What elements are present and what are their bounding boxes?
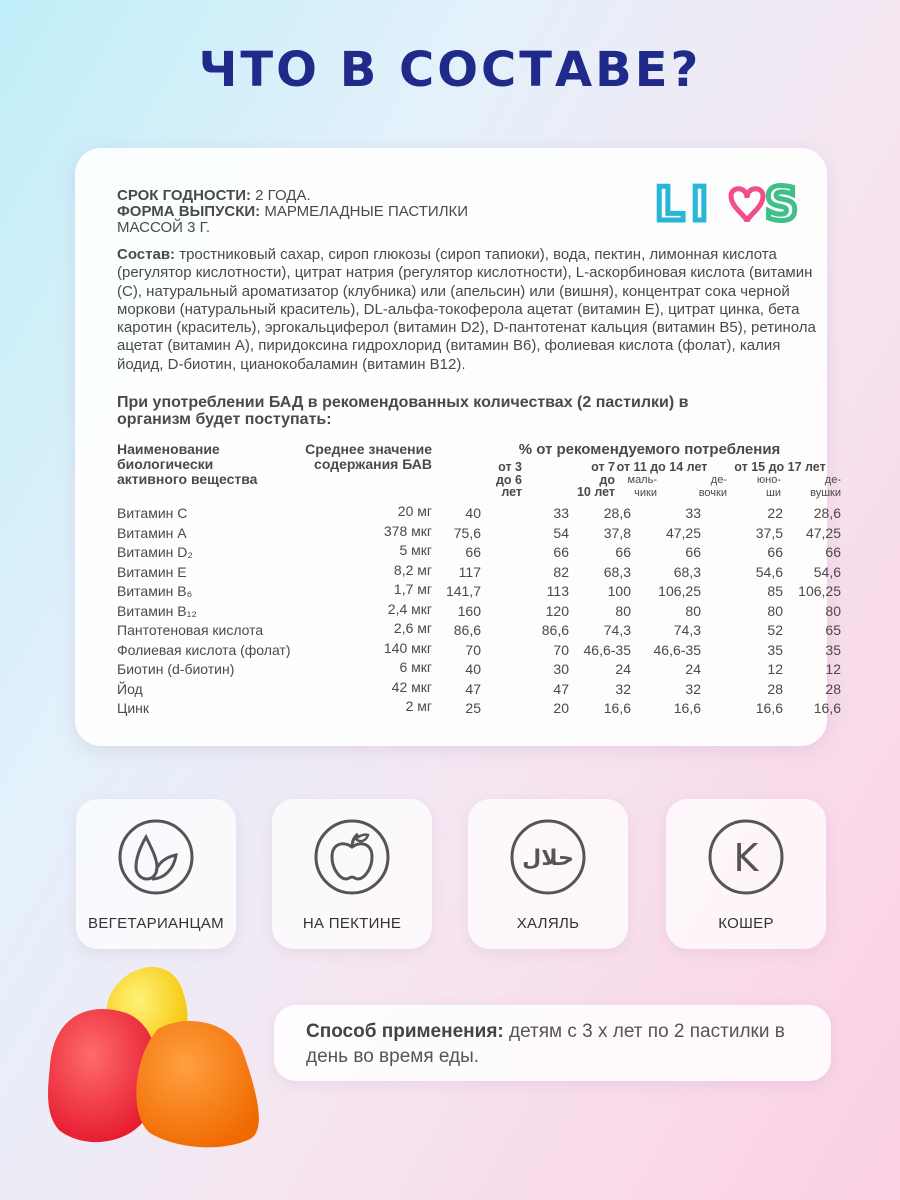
feature-vegetarian xyxy=(76,799,236,949)
percent-value: 86,6 xyxy=(453,622,481,638)
product-info xyxy=(117,188,807,236)
percent-value: 80 xyxy=(685,602,701,619)
table-row xyxy=(117,561,841,582)
percent-value: 37,8 xyxy=(603,524,631,541)
percent-value: 32 xyxy=(615,680,631,697)
percent-value: 28,6 xyxy=(813,505,841,521)
header-name: Наименование биологически активного вещества xyxy=(117,441,258,487)
nutrient-amount: 8,2 мг xyxy=(393,561,432,578)
kosher-glyph: K xyxy=(733,836,759,880)
page-title: ЧТО В СОСТАВЕ? xyxy=(198,42,702,98)
shelf-life-label: СРОК ГОДНОСТИ: xyxy=(117,187,251,204)
table-row xyxy=(117,639,841,660)
percent-value: 113 xyxy=(546,583,569,599)
percent-value: 16,6 xyxy=(755,700,783,716)
percent-value: 35 xyxy=(767,641,783,658)
composition-body: тростниковый сахар, сироп глюкозы (сироп тапиоки), вода, пектин, лимонная кислота (регулятор кислотности), цитрат натрия (регулятор кислотности), L-аскорбиновая кислота (витамин (С), натуральный ароматизатор (клубника) или (апельсин) или (вишня), концентрат сока черной моркови (натуральный краситель), DL-альфа-токоферола ацетат (витамин Е), цитрат цинка, бета каротин (краситель), эргокальциферол (витамин D2), D-пантотенат кальция (витамин В5), ретинола ацетат (витамин А), пиридоксина гидрохлорид (витамин В6), фолиевая кислота (фолат), калия йодид, D-биотин, цианокобаламин (витамин В12). xyxy=(117,246,816,373)
nutrient-amount: 42 мкг xyxy=(391,678,432,695)
percent-value: 120 xyxy=(545,602,569,619)
percent-value: 24 xyxy=(615,661,631,677)
percent-value: 16,6 xyxy=(813,700,841,716)
nutrient-name: Витамин Е xyxy=(117,563,187,580)
percent-value: 66 xyxy=(825,544,841,560)
nutrient-name: Витамин А xyxy=(117,524,187,541)
nutrient-amount: 2 мг xyxy=(405,698,432,714)
nutrient-amount: 2,4 мкг xyxy=(387,600,432,617)
percent-value: 106,25 xyxy=(798,583,841,599)
group-15-17: от 15 до 17 лет xyxy=(734,460,826,474)
usage-method xyxy=(274,1005,831,1081)
nutrient-amount: 378 мкг xyxy=(383,522,432,539)
method-text: детям с 3 х лет по 2 пастилки в день во время еды. xyxy=(306,1021,785,1067)
feature-kosher xyxy=(666,799,826,949)
percent-value: 28 xyxy=(767,680,783,697)
nutrient-name: Пантотеновая кислота xyxy=(117,622,264,638)
shelf-life-value: 2 ГОДА. xyxy=(255,187,311,204)
percent-value: 46,6-35 xyxy=(653,641,701,658)
table-header xyxy=(117,441,841,502)
group-11-14-boys: маль- чики xyxy=(627,474,657,499)
percent-value: 28,6 xyxy=(603,505,631,521)
percent-value: 37,5 xyxy=(755,524,783,541)
percent-value: 52 xyxy=(767,622,783,638)
orange-gummy xyxy=(136,1021,258,1147)
nutrient-amount: 6 мкг xyxy=(399,659,432,675)
nutrient-name: Витамин D₂ xyxy=(117,544,193,560)
percent-value: 68,3 xyxy=(603,563,631,580)
percent-value: 70 xyxy=(465,641,481,658)
feature-label: КОШЕР xyxy=(718,915,774,932)
nutrient-amount: 1,7 мг xyxy=(393,581,432,597)
percent-value: 30 xyxy=(553,661,569,677)
percent-value: 54,6 xyxy=(755,563,783,580)
percent-value: 24 xyxy=(685,661,701,677)
percent-value: 74,3 xyxy=(673,622,701,638)
halal-glyph: حلال xyxy=(522,846,574,871)
header-avg: Среднее значение содержания БАВ xyxy=(305,441,432,472)
nutrient-amount: 140 мкг xyxy=(383,639,432,656)
percent-value: 66 xyxy=(553,544,569,560)
percent-value: 47 xyxy=(553,680,569,697)
table-row xyxy=(117,659,841,679)
group-3-6: от 3 до 6 лет xyxy=(496,460,522,499)
percent-value: 25 xyxy=(465,700,481,716)
percent-value: 85 xyxy=(767,583,783,599)
percent-value: 141,7 xyxy=(445,583,481,599)
percent-value: 40 xyxy=(465,661,481,677)
table-row xyxy=(117,620,841,640)
nutrient-name: Цинк xyxy=(117,700,150,716)
percent-value: 16,6 xyxy=(673,700,701,716)
percent-value: 66 xyxy=(615,544,631,560)
percent-value: 54 xyxy=(553,524,569,541)
percent-value: 68,3 xyxy=(673,563,701,580)
feature-pectin xyxy=(272,799,432,949)
percent-value: 80 xyxy=(825,602,841,619)
percent-value: 12 xyxy=(825,661,841,677)
composition-label: Состав: xyxy=(117,246,176,263)
percent-value: 82 xyxy=(553,563,569,580)
form-value: МАРМЕЛАДНЫЕ ПАСТИЛКИ xyxy=(264,203,469,220)
nutrient-name: Витамин В₆ xyxy=(117,583,193,599)
nutrient-name: Биотин (d-биотин) xyxy=(117,661,235,677)
method-label: Способ применения: xyxy=(306,1021,504,1042)
nutrient-name: Витамин С xyxy=(117,505,188,521)
group-15-17-girls: де- вушки xyxy=(810,474,841,499)
logo-letter-i: I xyxy=(691,177,709,230)
feature-label: НА ПЕКТИНЕ xyxy=(302,915,402,932)
nutrient-name: Витамин В₁₂ xyxy=(117,602,197,619)
percent-value: 66 xyxy=(465,544,481,560)
composition-text xyxy=(117,246,817,374)
feature-label: ВЕГЕТАРИАНЦАМ xyxy=(88,915,224,932)
composition-card xyxy=(75,148,841,746)
percent-value: 47 xyxy=(465,680,481,697)
form-label: ФОРМА ВЫПУСКИ: xyxy=(117,203,261,220)
nutrient-table xyxy=(117,503,841,718)
percent-value: 106,25 xyxy=(658,583,701,599)
percent-value: 66 xyxy=(685,544,701,560)
feature-label: ХАЛЯЛЬ xyxy=(516,915,580,932)
percent-value: 20 xyxy=(553,700,569,716)
leaf-drop-icon xyxy=(116,817,196,897)
table-row xyxy=(117,522,841,543)
table-row xyxy=(117,503,841,523)
form-value-line2: МАССОЙ 3 Г. xyxy=(117,219,211,236)
feature-halal xyxy=(468,799,628,949)
percent-value: 46,6-35 xyxy=(583,641,631,658)
table-row xyxy=(117,581,841,601)
nutrient-amount: 20 мг xyxy=(397,503,432,519)
percent-value: 33 xyxy=(553,505,569,521)
percent-value: 35 xyxy=(825,641,841,658)
percent-value: 74,3 xyxy=(603,622,631,638)
percent-value: 16,6 xyxy=(603,700,631,716)
logo-letter-l: L xyxy=(655,177,685,230)
percent-value: 47,25 xyxy=(805,524,841,541)
table-row xyxy=(117,600,841,621)
percent-value: 75,6 xyxy=(453,524,481,541)
percent-value: 100 xyxy=(607,583,631,599)
percent-value: 160 xyxy=(457,602,481,619)
percent-value: 22 xyxy=(767,505,783,521)
group-15-17-boys: юно- ши xyxy=(756,474,781,499)
nutrient-amount: 5 мкг xyxy=(399,542,432,558)
percent-value: 70 xyxy=(553,641,569,658)
percent-value: 54,6 xyxy=(813,563,841,580)
percent-value: 32 xyxy=(685,680,701,697)
group-11-14: от 11 до 14 лет xyxy=(616,460,708,474)
halal-icon xyxy=(508,817,588,897)
group-7-10: от 7 до 10 лет xyxy=(576,460,615,499)
percent-value: 117 xyxy=(458,563,481,580)
percent-value: 28 xyxy=(825,680,841,697)
percent-value: 33 xyxy=(685,505,701,521)
percent-value: 65 xyxy=(825,622,841,638)
table-row xyxy=(117,542,841,562)
percent-value: 47,25 xyxy=(665,524,701,541)
percent-value: 80 xyxy=(767,602,783,619)
nutrient-name: Фолиевая кислота (фолат) xyxy=(117,641,291,658)
kosher-icon xyxy=(706,817,786,897)
percent-value: 86,6 xyxy=(541,622,569,638)
gummies-illustration xyxy=(30,955,280,1165)
nutrient-amount: 2,6 мг xyxy=(393,620,432,636)
nutrient-name: Йод xyxy=(117,680,143,697)
group-11-14-girls: де- вочки xyxy=(698,474,727,499)
header-pct: % от рекомендуемого потребления xyxy=(518,441,781,458)
apple-icon xyxy=(312,817,392,897)
percent-value: 12 xyxy=(767,661,783,677)
logo-letter-s: S xyxy=(765,177,799,230)
table-row xyxy=(117,678,841,699)
percent-value: 80 xyxy=(615,602,631,619)
percent-value: 66 xyxy=(767,544,783,560)
percent-value: 40 xyxy=(465,505,481,521)
table-row xyxy=(117,698,841,718)
usage-title: При употреблении БАД в рекомендованных количествах (2 пастилки) в организм будет поступать: xyxy=(117,394,689,428)
